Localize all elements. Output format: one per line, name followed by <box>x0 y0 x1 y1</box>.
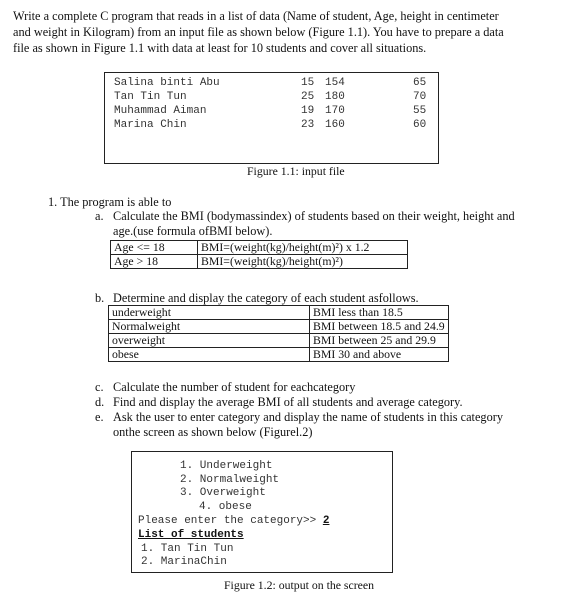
student-name: Tan Tin Tun <box>114 91 187 103</box>
item-label: a. <box>95 209 104 223</box>
menu-item: 3. Overweight <box>180 487 266 499</box>
student-name: Marina Chin <box>114 119 187 131</box>
prompt-input-value: 2 <box>322 515 330 527</box>
table-row <box>109 334 449 348</box>
bmi-formula-table <box>110 240 408 269</box>
result-item: 1. Tan Tin Tun <box>141 543 234 555</box>
student-name: Muhammad Aiman <box>114 105 207 117</box>
item-text: Find and display the average BMI of all students and average category. <box>113 395 463 409</box>
item-text-line: Calculate the BMI (bodymassindex) of students based on their weight, height and <box>113 209 515 223</box>
intro-line: file as shown in Figure 1.1 with data at least for 10 students and cover all situations. <box>13 41 427 55</box>
bmi-formula: BMI=(weight(kg)/height(m)²) x 1.2 <box>198 241 408 255</box>
menu-item: 2. Normalweight <box>180 474 280 486</box>
file-row <box>105 91 438 105</box>
table-row <box>111 241 408 255</box>
age-condition: Age <= 18 <box>111 241 198 255</box>
category-name: Normalweight <box>109 320 310 334</box>
result-item: 2. MarinaChin <box>141 556 227 568</box>
category-range: BMI between 25 and 29.9 <box>310 334 449 348</box>
student-weight: 65 <box>413 77 427 89</box>
prompt-text: Please enter the category>> <box>138 515 323 527</box>
item-text-line: onthe screen as shown below (Figurel.2) <box>113 425 313 439</box>
intro-line: Write a complete C program that reads in a list of data (Name of student, Age, height in centimeter <box>13 9 499 23</box>
student-height: 170 <box>325 105 345 117</box>
category-name: obese <box>109 348 310 362</box>
category-table <box>108 305 449 362</box>
student-age: 25 <box>301 91 315 103</box>
input-file-box <box>104 72 439 164</box>
file-row <box>105 105 438 119</box>
item-label: b. <box>95 291 105 305</box>
category-name: underweight <box>109 306 310 320</box>
student-list-title: List of students <box>138 529 244 541</box>
file-row <box>105 119 438 133</box>
item-label: e. <box>95 410 104 424</box>
menu-item: 4. obese <box>199 501 252 513</box>
task-intro: 1. The program is able to <box>48 195 172 209</box>
screen-output-box <box>131 451 393 573</box>
student-weight: 70 <box>413 91 427 103</box>
category-name: overweight <box>109 334 310 348</box>
table-row <box>109 320 449 334</box>
menu-item: 1. Underweight <box>180 460 273 472</box>
file-row <box>105 77 438 91</box>
table-row <box>109 306 449 320</box>
figure-caption: Figure 1.1: input file <box>247 164 345 178</box>
age-condition: Age > 18 <box>111 255 198 269</box>
table-row <box>111 255 408 269</box>
student-age: 19 <box>301 105 315 117</box>
student-age: 23 <box>301 119 315 131</box>
item-text: Determine and display the category of each student asfollows. <box>113 291 419 305</box>
category-prompt <box>138 515 329 527</box>
student-height: 154 <box>325 77 345 89</box>
student-weight: 55 <box>413 105 427 117</box>
table-row <box>109 348 449 362</box>
item-text <box>113 410 553 440</box>
student-weight: 60 <box>413 119 427 131</box>
student-age: 15 <box>301 77 315 89</box>
intro-paragraph <box>13 8 573 56</box>
item-text: Calculate the number of student for eachcategory <box>113 380 356 394</box>
figure-caption: Figure 1.2: output on the screen <box>224 578 375 592</box>
category-range: BMI less than 18.5 <box>310 306 449 320</box>
item-text <box>113 209 533 239</box>
item-label: d. <box>95 395 105 409</box>
category-range: BMI between 18.5 and 24.9 <box>310 320 449 334</box>
intro-line: and weight in Kilogram) from an input file as shown below (Figure 1.1). You have to prepare a data <box>13 25 504 39</box>
student-name: Salina binti Abu <box>114 77 220 89</box>
item-label: c. <box>95 380 104 394</box>
student-height: 160 <box>325 119 345 131</box>
bmi-formula: BMI=(weight(kg)/height(m)²) <box>198 255 408 269</box>
student-height: 180 <box>325 91 345 103</box>
item-text-line: age.(use formula ofBMI below). <box>113 224 273 238</box>
item-text-line: Ask the user to enter category and display the name of students in this category <box>113 410 503 424</box>
category-range: BMI 30 and above <box>310 348 449 362</box>
